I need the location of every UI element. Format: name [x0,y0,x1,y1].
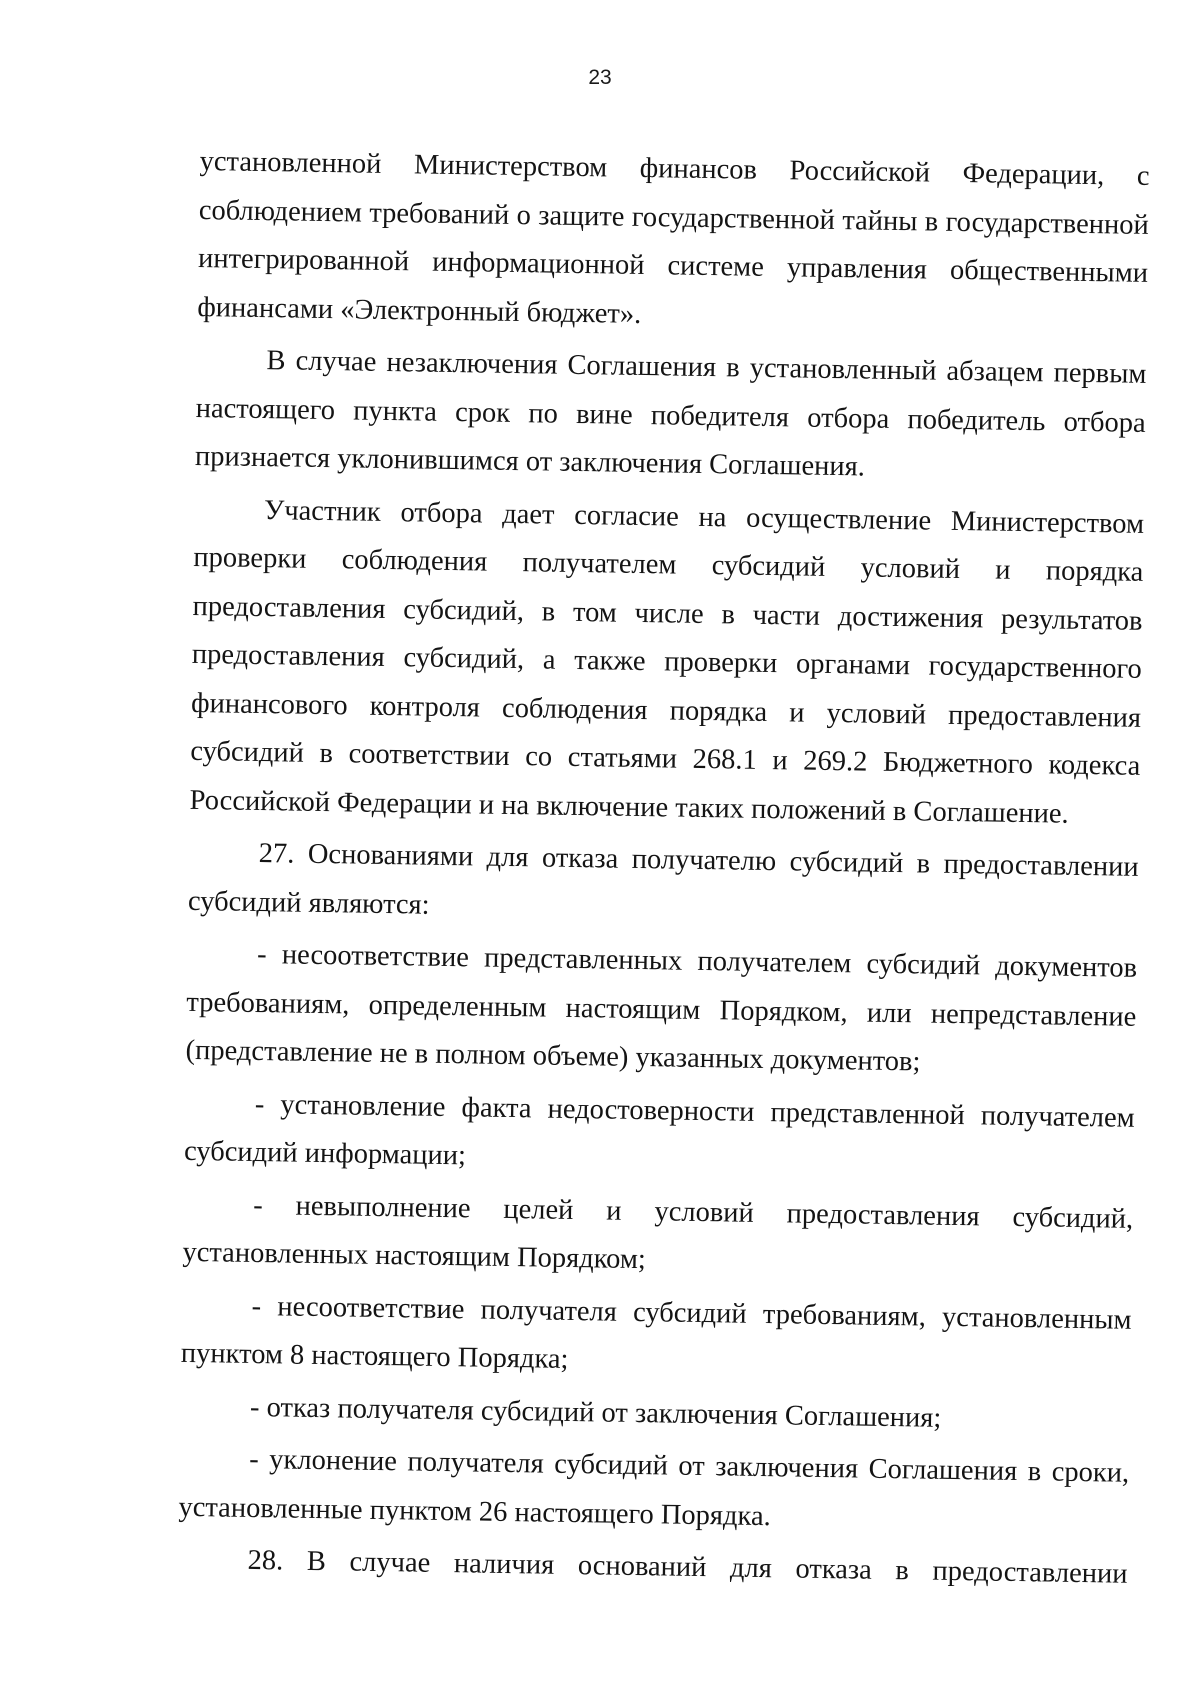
list-item-refusal-agreement: - отказ получателя субсидий от заключения Соглашения; [249,1391,942,1434]
paragraph-28: 28. В случае наличия оснований для отказа в предоставлении [247,1544,1128,1590]
page-number: 23 [588,66,612,89]
list-item-unreliable-information: - установление факта недостоверности представленной получателем субсидий информации; [183,1088,1135,1172]
list-item-nonconformity-documents: - несоответствие представленных получателем субсидий документов требованиям, определенным настоящим Порядком, или непредставление (представление не в полном объеме) указанных документов; [185,939,1138,1078]
list-item-requirements-not-met: - несоответствие получателя субсидий требованиям, установленным пунктом 8 настоящего Порядка; [180,1290,1132,1375]
list-item-goals-not-met: - невыполнение целей и условий предоставления субсидий, установленных настоящим Порядком; [182,1189,1134,1276]
paragraph-non-conclusion: В случае незаключения Соглашения в установленный абзацем первым настоящего пункта срок по вине победителя отбора победитель отбора признается уклонившимся от заключения Соглашения. [194,345,1147,483]
paragraph-27: 27. Основаниями для отказа получателю субсидий в предоставлении субсидий являются: [187,838,1139,921]
document-body [177,138,1150,1603]
list-item-evasion-agreement: - уклонение получателя субсидий от заключения Соглашения в сроки, установленные пунктом 26 настоящего Порядка. [178,1443,1130,1532]
paragraph-consent: Участник отбора дает согласие на осуществление Министерством проверки соблюдения получателем субсидий условий и порядка предоставления субсидий, в том числе в части достижения результатов предоставления субсидий, а также проверки органами государственного финансового контроля соблюдения порядка и условий предоставления субсидий в соответствии со статьями 268.1 и 269.2 Бюджетного кодекса Российской Федерации и на включение таких положений в Соглашение. [189,494,1145,830]
paragraph-continuation: установленной Министерством финансов Российской Федерации, с соблюдением требований о защите государственной тайны в государственной интегрированной информационной системе управления общественными финансами «Электронный бюджет». [197,145,1150,330]
